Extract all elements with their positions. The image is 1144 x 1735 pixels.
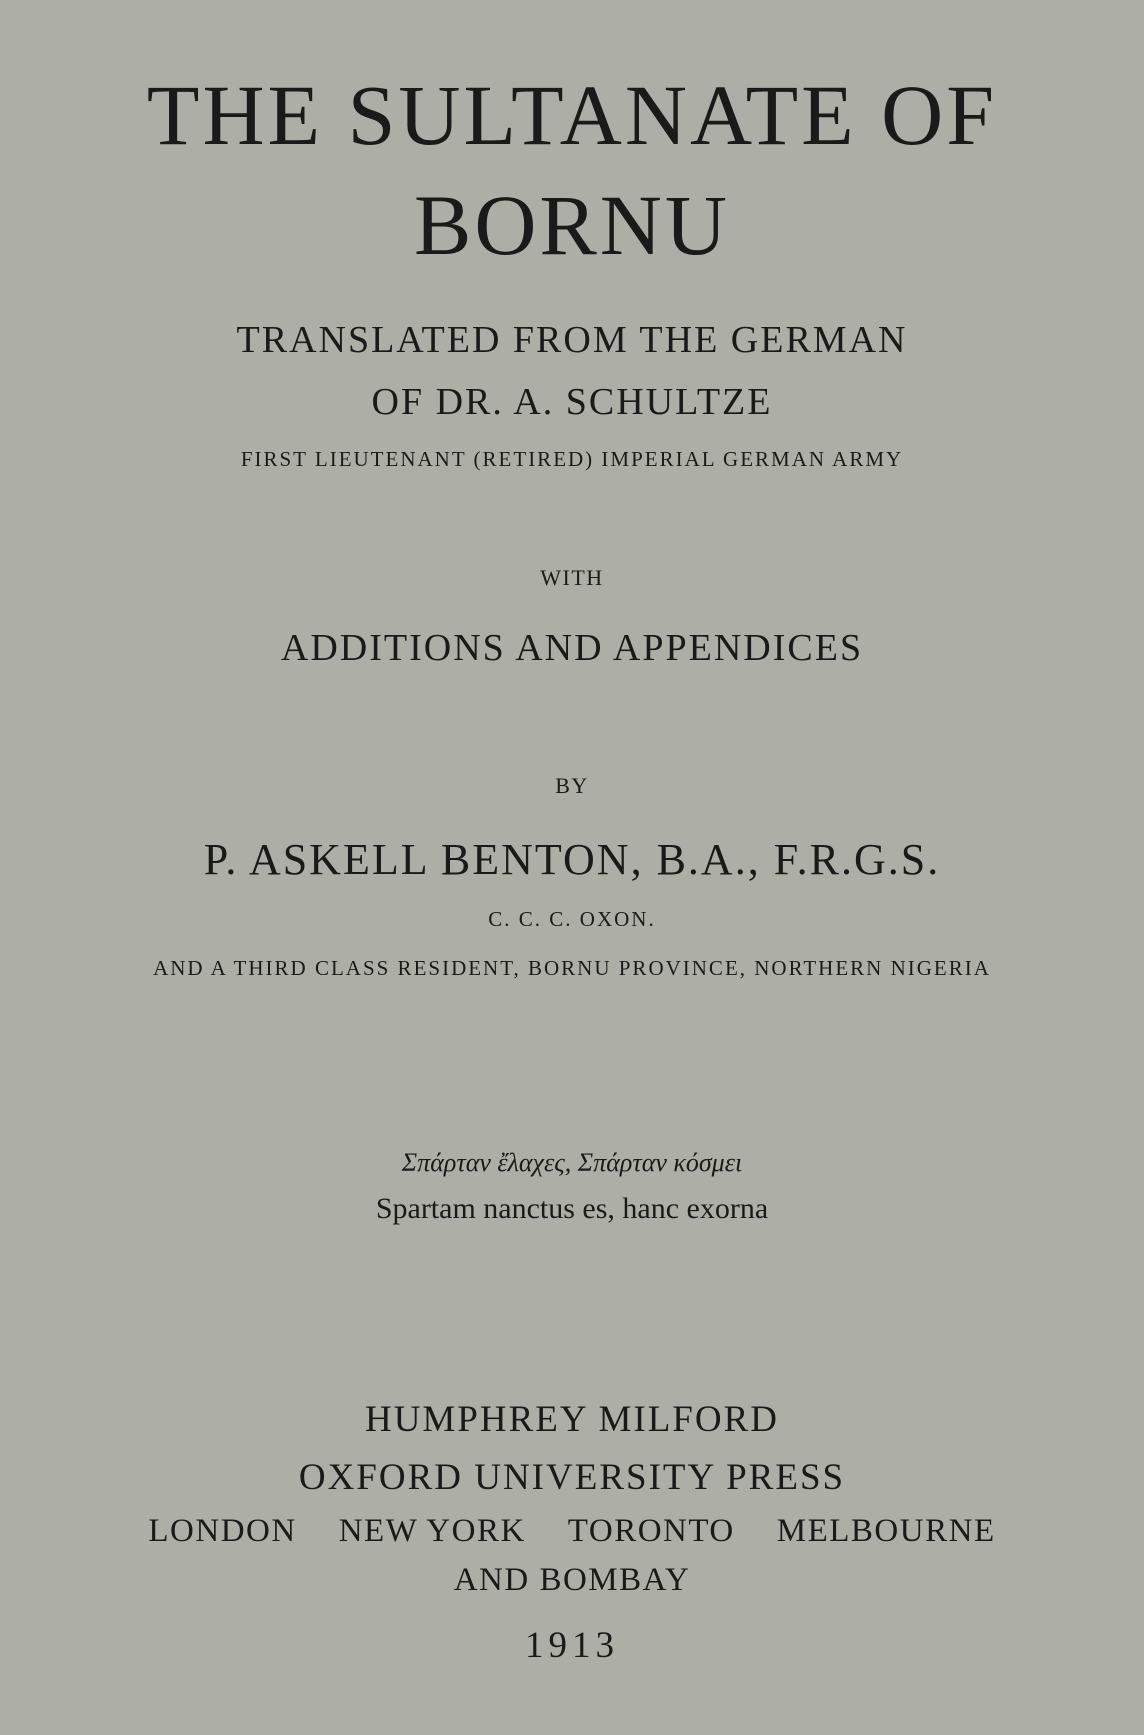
epigraph-greek: Σπάρταν ἔλαχες, Σπάρταν κόσμει — [401, 1148, 743, 1177]
author-name: P. ASKELL BENTON, B.A., F.R.G.S. — [203, 835, 941, 884]
publication-year: 1913 — [525, 1625, 619, 1666]
publisher-cities — [0, 1513, 1144, 1550]
translation-line-2: OF DR. A. SCHULTZE — [371, 381, 773, 423]
publisher-cities-line-2: AND BOMBAY — [453, 1562, 691, 1598]
book-title-line-2: BORNU — [413, 177, 731, 273]
publisher-press: OXFORD UNIVERSITY PRESS — [298, 1457, 846, 1498]
city-new-york: NEW YORK — [338, 1513, 526, 1549]
with-label: WITH — [540, 565, 604, 590]
publisher-name: HUMPHREY MILFORD — [364, 1399, 780, 1440]
city-london: LONDON — [148, 1513, 297, 1549]
translator-credential: FIRST LIEUTENANT (RETIRED) IMPERIAL GERMAN ARMY — [240, 447, 904, 471]
author-college: C. C. C. OXON. — [488, 907, 656, 931]
by-label: BY — [555, 773, 589, 798]
city-melbourne: MELBOURNE — [776, 1513, 996, 1549]
city-toronto: TORONTO — [567, 1513, 735, 1549]
epigraph-latin: Spartam nanctus es, hanc exorna — [375, 1192, 769, 1225]
additions-text: ADDITIONS AND APPENDICES — [280, 627, 864, 669]
translation-line-1: TRANSLATED FROM THE GERMAN — [236, 319, 908, 361]
author-position: AND A THIRD CLASS RESIDENT, BORNU PROVINCE, NORTHERN NIGERIA — [153, 956, 991, 980]
book-title-line-1: THE SULTANATE OF — [146, 67, 998, 163]
